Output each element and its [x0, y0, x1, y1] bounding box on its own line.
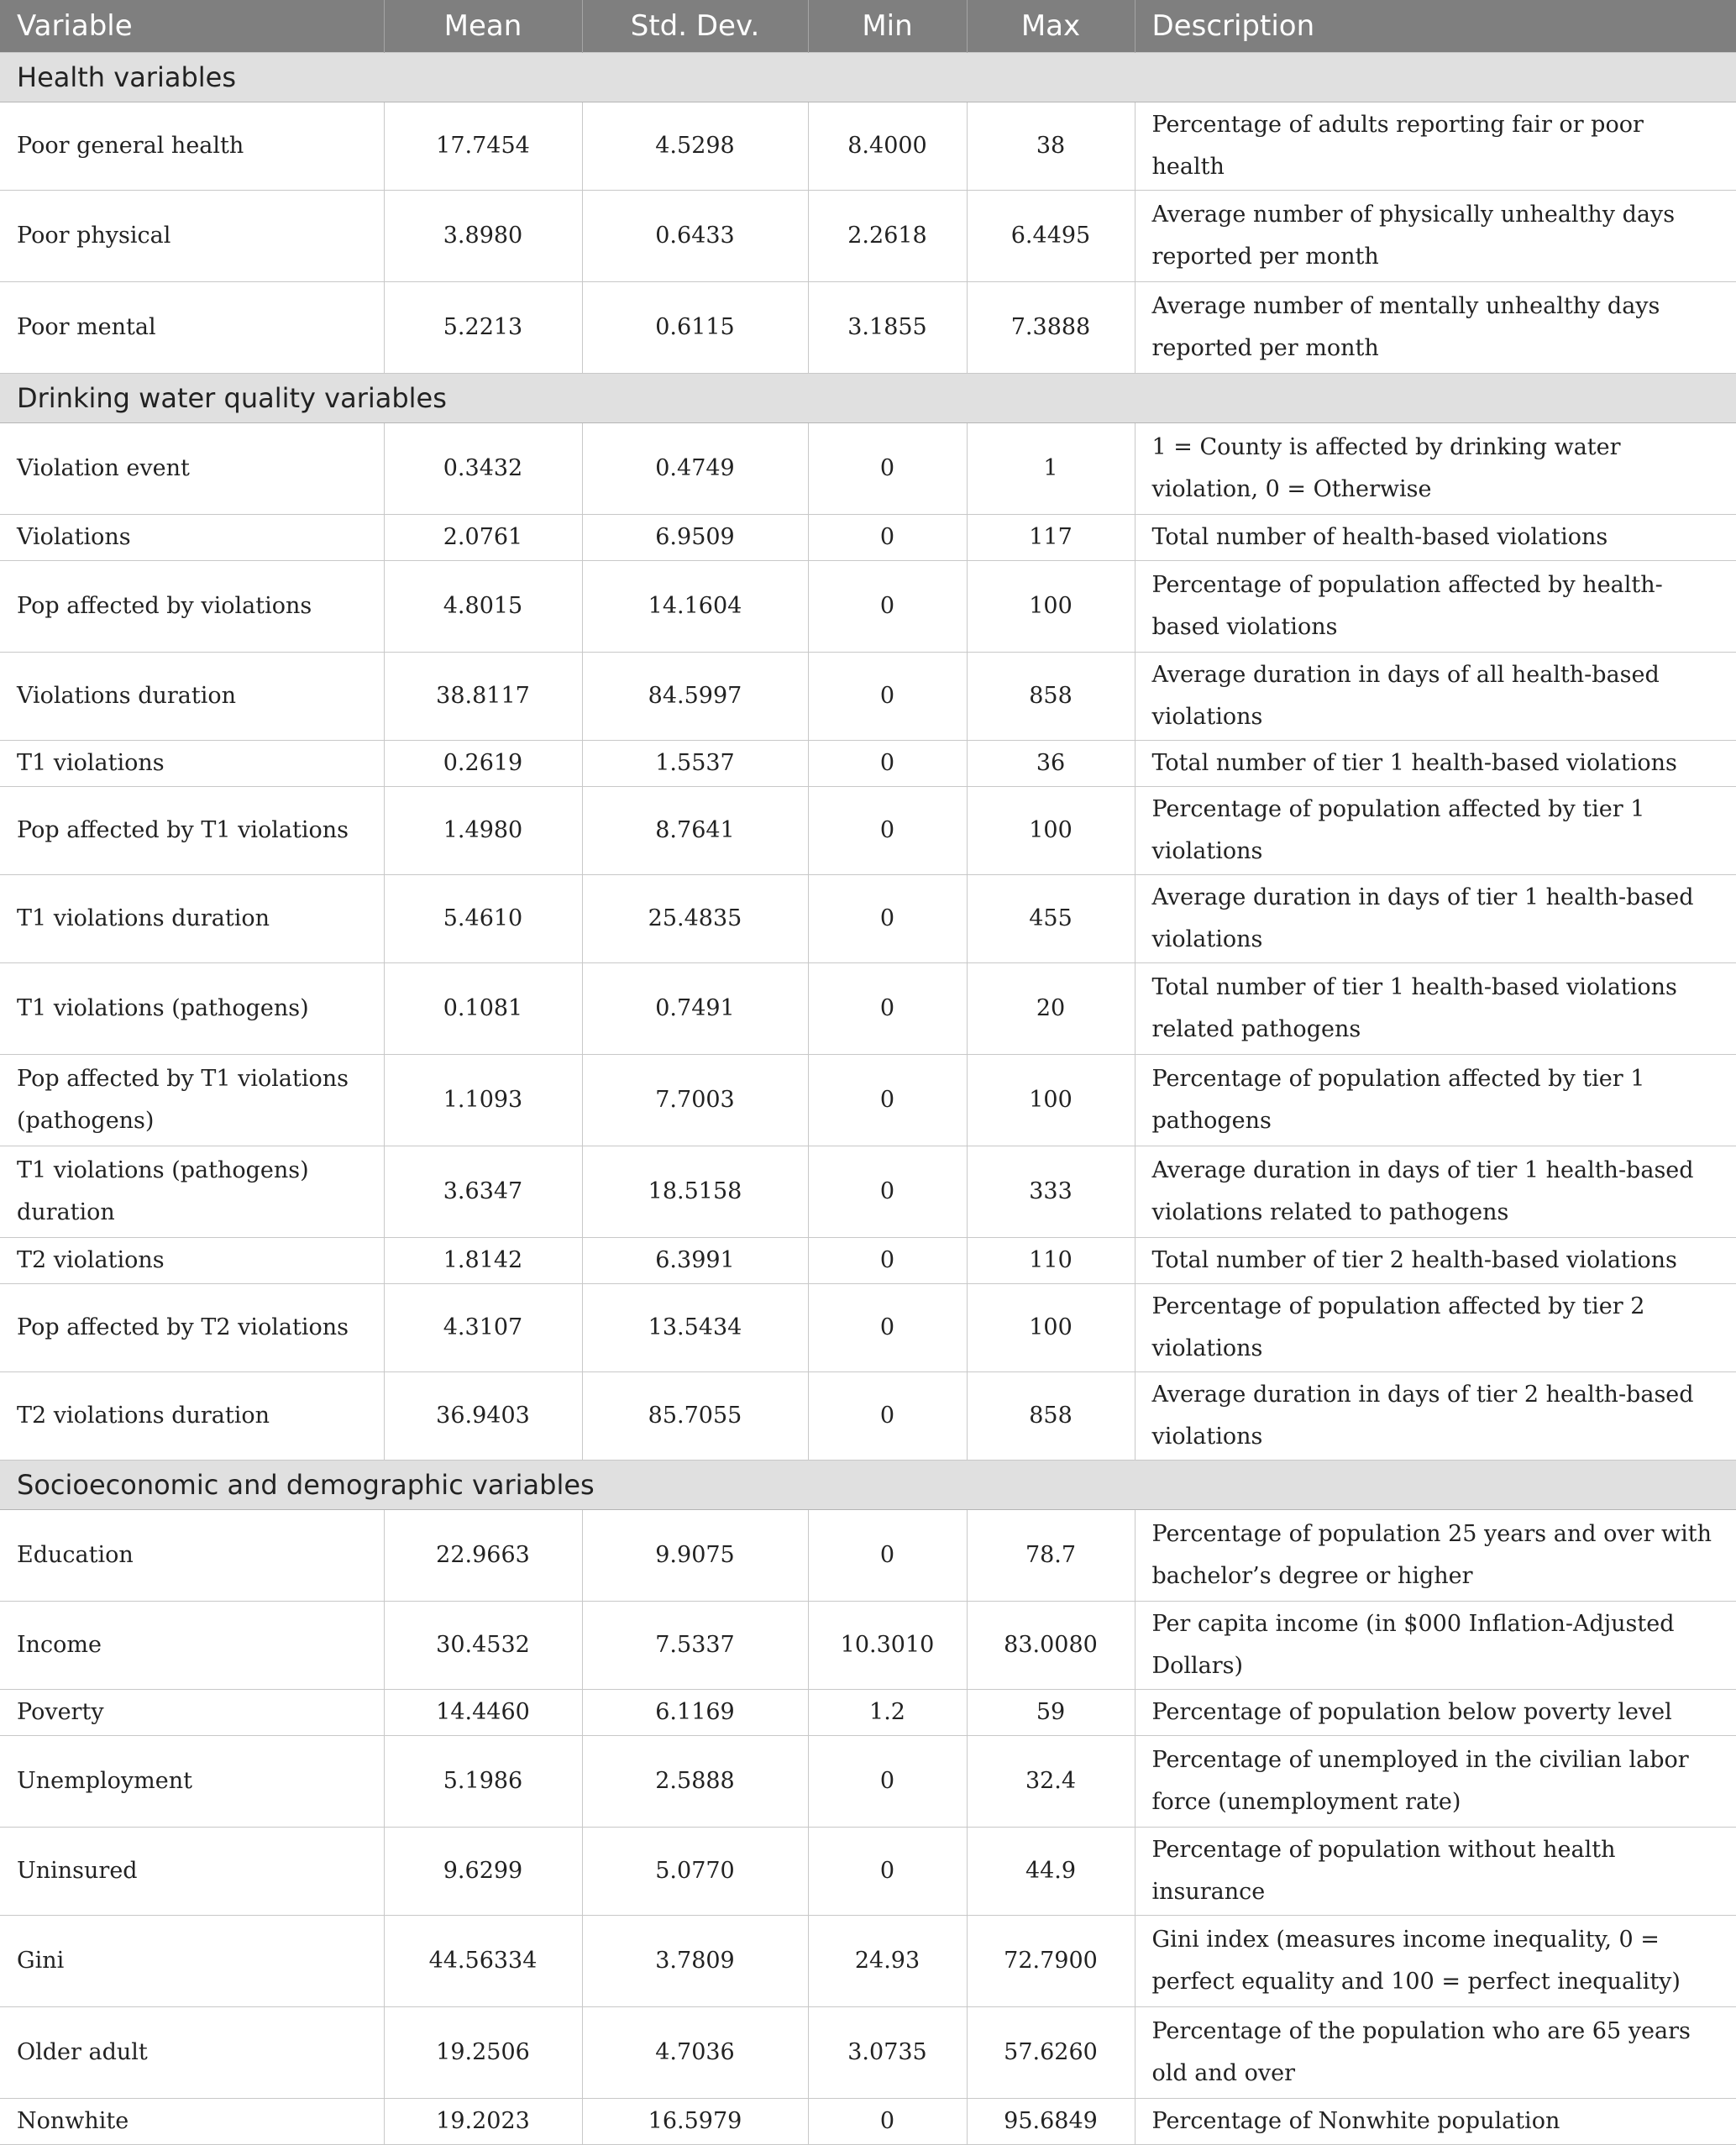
- table-row: [0, 1283, 1736, 1371]
- description-cell: Percentage of population affected by tier 1 violations: [1135, 786, 1736, 874]
- table-body: [0, 52, 1736, 2144]
- std-dev-cell: 0.6115: [582, 281, 808, 373]
- max-cell: 100: [967, 1283, 1135, 1371]
- min-cell: 0: [808, 1371, 967, 1460]
- description-cell: Percentage of population affected by tier 2 violations: [1135, 1283, 1736, 1371]
- std-dev-cell: 0.7491: [582, 962, 808, 1054]
- table-row: [0, 422, 1736, 514]
- table-row: [0, 1689, 1736, 1735]
- description-cell: Average number of mentally unhealthy days reported per month: [1135, 281, 1736, 373]
- mean-cell: 5.1986: [384, 1735, 582, 1827]
- variable-cell: T1 violations duration: [0, 874, 384, 962]
- max-cell: 100: [967, 1054, 1135, 1146]
- header-description: Description: [1135, 0, 1736, 52]
- std-dev-cell: 13.5434: [582, 1283, 808, 1371]
- mean-cell: 30.4532: [384, 1601, 582, 1689]
- mean-cell: 1.8142: [384, 1237, 582, 1283]
- table-row: [0, 102, 1736, 190]
- max-cell: 20: [967, 962, 1135, 1054]
- variable-cell: Poor mental: [0, 281, 384, 373]
- mean-cell: 36.9403: [384, 1371, 582, 1460]
- section-row: [0, 1460, 1736, 1509]
- mean-cell: 17.7454: [384, 102, 582, 190]
- mean-cell: 14.4460: [384, 1689, 582, 1735]
- std-dev-cell: 4.7036: [582, 2006, 808, 2098]
- std-dev-cell: 1.5537: [582, 740, 808, 786]
- mean-cell: 2.0761: [384, 514, 582, 560]
- table-row: [0, 1146, 1736, 1237]
- variable-cell: Nonwhite: [0, 2098, 384, 2144]
- section-row: [0, 52, 1736, 102]
- min-cell: 0: [808, 786, 967, 874]
- mean-cell: 0.2619: [384, 740, 582, 786]
- max-cell: 7.3888: [967, 281, 1135, 373]
- section-title: Socioeconomic and demographic variables: [0, 1460, 1736, 1509]
- min-cell: 0: [808, 1237, 967, 1283]
- std-dev-cell: 0.6433: [582, 190, 808, 281]
- mean-cell: 1.4980: [384, 786, 582, 874]
- table-row: [0, 560, 1736, 652]
- table-row: [0, 1054, 1736, 1146]
- variable-cell: Violations: [0, 514, 384, 560]
- std-dev-cell: 25.4835: [582, 874, 808, 962]
- mean-cell: 44.56334: [384, 1915, 582, 2006]
- mean-cell: 3.8980: [384, 190, 582, 281]
- variable-cell: Uninsured: [0, 1827, 384, 1915]
- min-cell: 0: [808, 2098, 967, 2144]
- variable-cell: Poor physical: [0, 190, 384, 281]
- std-dev-cell: 14.1604: [582, 560, 808, 652]
- description-cell: Percentage of population affected by health-based violations: [1135, 560, 1736, 652]
- std-dev-cell: 9.9075: [582, 1509, 808, 1601]
- description-cell: Gini index (measures income inequality, 0 = perfect equality and 100 = perfect inequality): [1135, 1915, 1736, 2006]
- table-row: [0, 1237, 1736, 1283]
- table-row: [0, 1601, 1736, 1689]
- variable-cell: Violations duration: [0, 652, 384, 740]
- variable-cell: Pop affected by T2 violations: [0, 1283, 384, 1371]
- variable-cell: T2 violations: [0, 1237, 384, 1283]
- std-dev-cell: 5.0770: [582, 1827, 808, 1915]
- description-cell: Total number of tier 2 health-based violations: [1135, 1237, 1736, 1283]
- min-cell: 0: [808, 1283, 967, 1371]
- table-row: [0, 1827, 1736, 1915]
- table-row: [0, 874, 1736, 962]
- table-row: [0, 514, 1736, 560]
- mean-cell: 22.9663: [384, 1509, 582, 1601]
- table-row: [0, 1371, 1736, 1460]
- min-cell: 0: [808, 652, 967, 740]
- min-cell: 0: [808, 1827, 967, 1915]
- header-variable: Variable: [0, 0, 384, 52]
- table-row: [0, 786, 1736, 874]
- description-cell: 1 = County is affected by drinking water violation, 0 = Otherwise: [1135, 422, 1736, 514]
- variable-cell: Pop affected by T1 violations: [0, 786, 384, 874]
- variable-cell: Gini: [0, 1915, 384, 2006]
- table-row: [0, 190, 1736, 281]
- description-cell: Total number of tier 1 health-based violations: [1135, 740, 1736, 786]
- table-row: [0, 2098, 1736, 2144]
- table-row: [0, 2006, 1736, 2098]
- description-cell: Total number of health-based violations: [1135, 514, 1736, 560]
- table-row: [0, 1509, 1736, 1601]
- header-max: Max: [967, 0, 1135, 52]
- description-cell: Average duration in days of all health-based violations: [1135, 652, 1736, 740]
- std-dev-cell: 2.5888: [582, 1735, 808, 1827]
- mean-cell: 19.2506: [384, 2006, 582, 2098]
- min-cell: 24.93: [808, 1915, 967, 2006]
- min-cell: 0: [808, 1054, 967, 1146]
- mean-cell: 38.8117: [384, 652, 582, 740]
- table-row: [0, 1915, 1736, 2006]
- variable-cell: T2 violations duration: [0, 1371, 384, 1460]
- variable-cell: Education: [0, 1509, 384, 1601]
- min-cell: 10.3010: [808, 1601, 967, 1689]
- max-cell: 59: [967, 1689, 1135, 1735]
- variable-cell: Income: [0, 1601, 384, 1689]
- max-cell: 95.6849: [967, 2098, 1135, 2144]
- section-title: Drinking water quality variables: [0, 373, 1736, 422]
- min-cell: 0: [808, 1509, 967, 1601]
- variable-cell: T1 violations: [0, 740, 384, 786]
- header-std-dev: Std. Dev.: [582, 0, 808, 52]
- description-cell: Percentage of unemployed in the civilian labor force (unemployment rate): [1135, 1735, 1736, 1827]
- min-cell: 3.1855: [808, 281, 967, 373]
- max-cell: 6.4495: [967, 190, 1135, 281]
- mean-cell: 4.3107: [384, 1283, 582, 1371]
- description-cell: Percentage of population affected by tier 1 pathogens: [1135, 1054, 1736, 1146]
- table-row: [0, 1735, 1736, 1827]
- max-cell: 858: [967, 1371, 1135, 1460]
- std-dev-cell: 18.5158: [582, 1146, 808, 1237]
- variable-cell: Unemployment: [0, 1735, 384, 1827]
- variable-cell: Violation event: [0, 422, 384, 514]
- std-dev-cell: 4.5298: [582, 102, 808, 190]
- mean-cell: 9.6299: [384, 1827, 582, 1915]
- std-dev-cell: 7.5337: [582, 1601, 808, 1689]
- max-cell: 32.4: [967, 1735, 1135, 1827]
- min-cell: 1.2: [808, 1689, 967, 1735]
- mean-cell: 1.1093: [384, 1054, 582, 1146]
- max-cell: 78.7: [967, 1509, 1135, 1601]
- std-dev-cell: 0.4749: [582, 422, 808, 514]
- max-cell: 44.9: [967, 1827, 1135, 1915]
- std-dev-cell: 85.7055: [582, 1371, 808, 1460]
- min-cell: 0: [808, 560, 967, 652]
- max-cell: 858: [967, 652, 1135, 740]
- description-cell: Average number of physically unhealthy days reported per month: [1135, 190, 1736, 281]
- std-dev-cell: 6.9509: [582, 514, 808, 560]
- min-cell: 3.0735: [808, 2006, 967, 2098]
- variable-cell: T1 violations (pathogens) duration: [0, 1146, 384, 1237]
- table-row: [0, 962, 1736, 1054]
- mean-cell: 0.1081: [384, 962, 582, 1054]
- header-mean: Mean: [384, 0, 582, 52]
- std-dev-cell: 84.5997: [582, 652, 808, 740]
- max-cell: 100: [967, 560, 1135, 652]
- max-cell: 83.0080: [967, 1601, 1135, 1689]
- description-cell: Percentage of population below poverty level: [1135, 1689, 1736, 1735]
- table-row: [0, 740, 1736, 786]
- table-header: [0, 0, 1736, 52]
- max-cell: 333: [967, 1146, 1135, 1237]
- variable-cell: Poor general health: [0, 102, 384, 190]
- description-cell: Percentage of population 25 years and over with bachelor’s degree or higher: [1135, 1509, 1736, 1601]
- table-row: [0, 281, 1736, 373]
- min-cell: 2.2618: [808, 190, 967, 281]
- min-cell: 8.4000: [808, 102, 967, 190]
- mean-cell: 5.2213: [384, 281, 582, 373]
- max-cell: 117: [967, 514, 1135, 560]
- section-row: [0, 373, 1736, 422]
- mean-cell: 3.6347: [384, 1146, 582, 1237]
- description-cell: Percentage of the population who are 65 years old and over: [1135, 2006, 1736, 2098]
- variable-cell: Pop affected by violations: [0, 560, 384, 652]
- max-cell: 110: [967, 1237, 1135, 1283]
- min-cell: 0: [808, 1735, 967, 1827]
- variable-cell: Pop affected by T1 violations (pathogens): [0, 1054, 384, 1146]
- min-cell: 0: [808, 1146, 967, 1237]
- description-cell: Total number of tier 1 health-based violations related pathogens: [1135, 962, 1736, 1054]
- max-cell: 72.7900: [967, 1915, 1135, 2006]
- max-cell: 455: [967, 874, 1135, 962]
- std-dev-cell: 8.7641: [582, 786, 808, 874]
- max-cell: 57.6260: [967, 2006, 1135, 2098]
- description-cell: Average duration in days of tier 1 health-based violations: [1135, 874, 1736, 962]
- std-dev-cell: 16.5979: [582, 2098, 808, 2144]
- mean-cell: 0.3432: [384, 422, 582, 514]
- std-dev-cell: 7.7003: [582, 1054, 808, 1146]
- min-cell: 0: [808, 422, 967, 514]
- std-dev-cell: 6.1169: [582, 1689, 808, 1735]
- mean-cell: 19.2023: [384, 2098, 582, 2144]
- mean-cell: 4.8015: [384, 560, 582, 652]
- description-cell: Average duration in days of tier 1 health-based violations related to pathogens: [1135, 1146, 1736, 1237]
- std-dev-cell: 6.3991: [582, 1237, 808, 1283]
- description-cell: Percentage of adults reporting fair or poor health: [1135, 102, 1736, 190]
- min-cell: 0: [808, 514, 967, 560]
- description-cell: Percentage of population without health insurance: [1135, 1827, 1736, 1915]
- mean-cell: 5.4610: [384, 874, 582, 962]
- description-cell: Per capita income (in $000 Inflation-Adjusted Dollars): [1135, 1601, 1736, 1689]
- variable-cell: Older adult: [0, 2006, 384, 2098]
- max-cell: 1: [967, 422, 1135, 514]
- std-dev-cell: 3.7809: [582, 1915, 808, 2006]
- min-cell: 0: [808, 962, 967, 1054]
- description-cell: Average duration in days of tier 2 health-based violations: [1135, 1371, 1736, 1460]
- variable-cell: T1 violations (pathogens): [0, 962, 384, 1054]
- max-cell: 38: [967, 102, 1135, 190]
- max-cell: 36: [967, 740, 1135, 786]
- description-cell: Percentage of Nonwhite population: [1135, 2098, 1736, 2144]
- table-row: [0, 652, 1736, 740]
- min-cell: 0: [808, 874, 967, 962]
- variable-cell: Poverty: [0, 1689, 384, 1735]
- header-min: Min: [808, 0, 967, 52]
- min-cell: 0: [808, 740, 967, 786]
- section-title: Health variables: [0, 52, 1736, 102]
- max-cell: 100: [967, 786, 1135, 874]
